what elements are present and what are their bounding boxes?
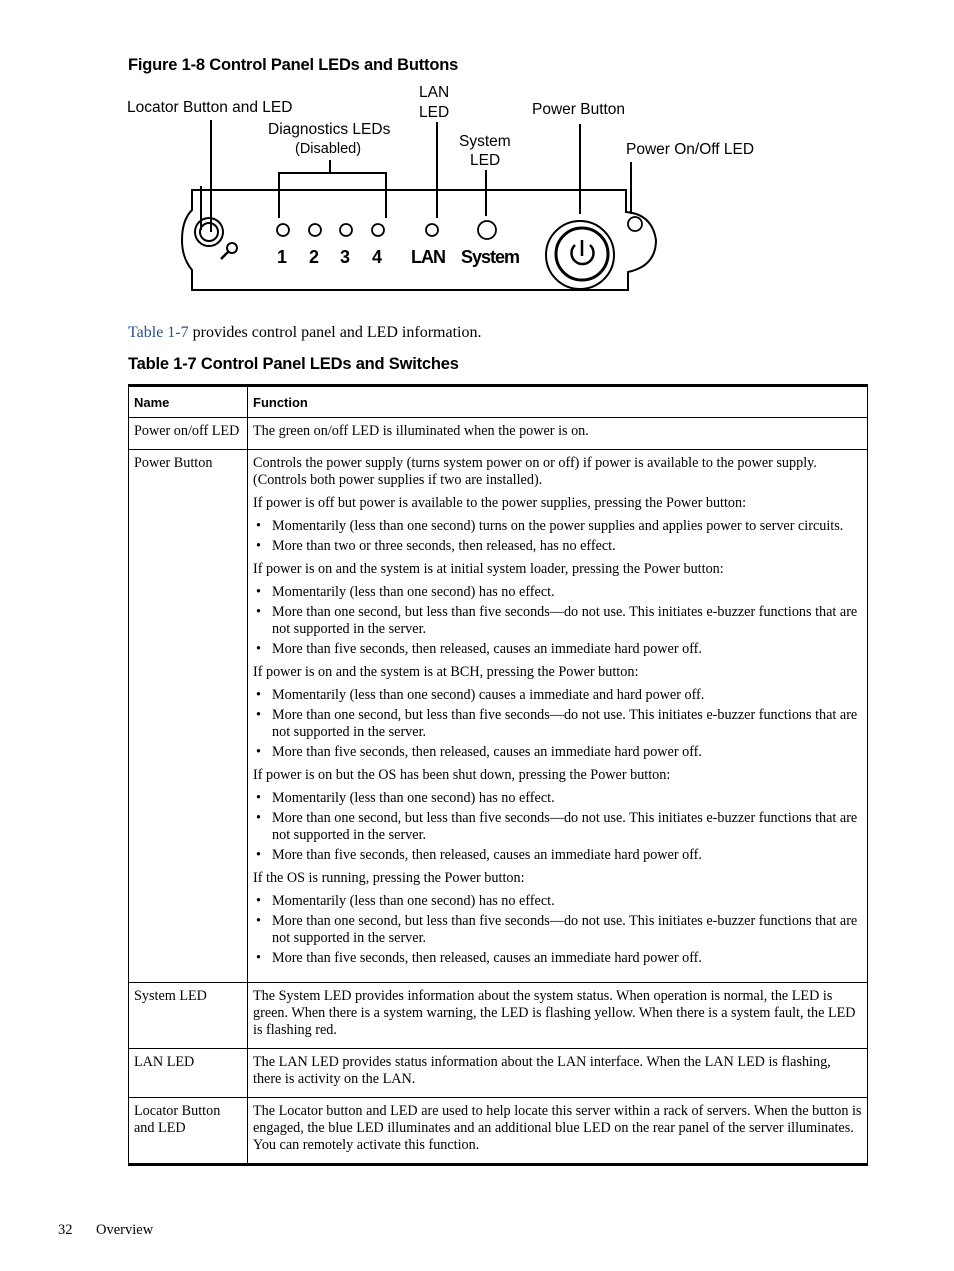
callout-lan-2: LED — [419, 104, 450, 121]
row-name: Power Button — [129, 450, 248, 983]
leader-diagnostics-bracket — [279, 173, 386, 218]
panel-label-lan: LAN — [411, 247, 445, 267]
figure-title: Figure 1-8 Control Panel LEDs and Buttons — [128, 56, 459, 74]
page-footer — [58, 1222, 153, 1239]
row-text: If power is on and the system is at BCH, pressing the Power button: — [253, 664, 639, 680]
power-on-off-led — [628, 217, 642, 231]
row-text: If power is off but power is available to the power supplies, pressing the Power button: — [253, 495, 747, 511]
list-item: • Momentarily (less than one second) has no effect. — [253, 893, 862, 910]
row-name: System LED — [129, 983, 248, 1049]
header-function: Function — [248, 386, 868, 418]
panel-label-2: 2 — [309, 247, 319, 267]
list-item: • More than one second, but less than five seconds—do not use. This initiates e-buzzer functions that are not supported in the server. — [253, 913, 862, 947]
bullet-list — [253, 584, 862, 658]
row-function — [248, 983, 868, 1049]
table-row — [129, 983, 868, 1049]
panel-label-3: 3 — [340, 247, 350, 267]
callout-system-2: LED — [470, 152, 501, 169]
locator-button[interactable] — [195, 218, 223, 246]
callout-power-led: Power On/Off LED — [626, 141, 755, 158]
table-row — [129, 418, 868, 450]
list-item: • More than five seconds, then released, causes an immediate hard power off. — [253, 847, 862, 864]
list-item: • More than one second, but less than five seconds—do not use. This initiates e-buzzer functions that are not supported in the server. — [253, 810, 862, 844]
row-text: If power is on and the system is at initial system loader, pressing the Power button: — [253, 561, 724, 577]
intro-paragraph — [128, 324, 481, 342]
row-function — [248, 450, 868, 983]
list-item: • More than five seconds, then released, causes an immediate hard power off. — [253, 744, 862, 761]
diagnostic-led-3 — [340, 224, 352, 236]
diagnostic-led-2 — [309, 224, 321, 236]
row-text: The Locator button and LED are used to help locate this server within a rack of servers. When the button is engaged, the blue LED illuminates and an additional blue LED on the rear panel of the server illuminates. You can remotely activate this function. — [253, 1103, 862, 1153]
row-function — [248, 1049, 868, 1098]
row-text: Controls the power supply (turns system power on or off) if power is available to the power supply. (Controls both power supplies if two are installed). — [253, 455, 817, 488]
row-name: Locator Button and LED — [129, 1098, 248, 1165]
panel-label-1: 1 — [277, 247, 287, 267]
row-text: The green on/off LED is illuminated when the power is on. — [253, 423, 589, 439]
list-item: • More than five seconds, then released, causes an immediate hard power off. — [253, 641, 862, 658]
callout-locator: Locator Button and LED — [127, 99, 293, 116]
row-text: If the OS is running, pressing the Power button: — [253, 870, 525, 886]
intro-text: provides control panel and LED information. — [188, 324, 482, 341]
diagnostic-led-1 — [277, 224, 289, 236]
callout-lan-1: LAN — [419, 84, 450, 101]
table-link[interactable]: Table 1-7 — [128, 324, 189, 341]
row-text: If power is on but the OS has been shut down, pressing the Power button: — [253, 767, 671, 783]
control-panel-figure — [120, 80, 800, 300]
magnifier-icon — [221, 243, 237, 259]
power-button[interactable] — [546, 221, 614, 289]
table-row — [129, 450, 868, 983]
diagnostic-led-4 — [372, 224, 384, 236]
table-title: Table 1-7 Control Panel LEDs and Switches — [128, 355, 459, 373]
bullet-list — [253, 518, 862, 555]
bullet-list — [253, 687, 862, 761]
list-item: • More than one second, but less than five seconds—do not use. This initiates e-buzzer functions that are not supported in the server. — [253, 707, 862, 741]
panel-outline — [182, 190, 656, 290]
list-item: • More than two or three seconds, then released, has no effect. — [253, 538, 862, 555]
callout-power-button: Power Button — [532, 101, 626, 118]
list-item: • More than one second, but less than five seconds—do not use. This initiates e-buzzer functions that are not supported in the server. — [253, 604, 862, 638]
table-row — [129, 1049, 868, 1098]
panel-label-system: System — [461, 247, 520, 267]
callout-diagnostics: Diagnostics LEDs — [268, 121, 391, 138]
row-name: LAN LED — [129, 1049, 248, 1098]
row-function — [248, 1098, 868, 1165]
callout-system-1: System — [459, 133, 511, 150]
bullet-list — [253, 790, 862, 864]
row-text: The LAN LED provides status information about the LAN interface. When the LAN LED is flashing, there is activity on the LAN. — [253, 1054, 831, 1087]
list-item: • More than five seconds, then released, causes an immediate hard power off. — [253, 950, 862, 967]
header-name: Name — [129, 386, 248, 418]
panel-label-4: 4 — [372, 247, 382, 267]
power-icon — [572, 240, 594, 264]
lan-led — [426, 224, 438, 236]
list-item: • Momentarily (less than one second) has no effect. — [253, 584, 862, 601]
list-item: • Momentarily (less than one second) causes a immediate and hard power off. — [253, 687, 862, 704]
list-item: • Momentarily (less than one second) turns on the power supplies and applies power to server circuits. — [253, 518, 862, 535]
table-header-row — [129, 386, 868, 418]
row-function — [248, 418, 868, 450]
control-panel-table — [128, 384, 868, 1166]
system-led — [478, 221, 496, 239]
page-number: 32 — [58, 1222, 73, 1238]
row-name: Power on/off LED — [129, 418, 248, 450]
row-text: The System LED provides information about the system status. When operation is normal, the LED is green. When there is a system warning, the LED is flashing yellow. When there is a system fault, the LED is flashing red. — [253, 988, 856, 1038]
table-row — [129, 1098, 868, 1165]
section-name: Overview — [96, 1222, 154, 1238]
bullet-list — [253, 893, 862, 967]
callout-disabled: (Disabled) — [295, 141, 362, 157]
list-item: • Momentarily (less than one second) has no effect. — [253, 790, 862, 807]
